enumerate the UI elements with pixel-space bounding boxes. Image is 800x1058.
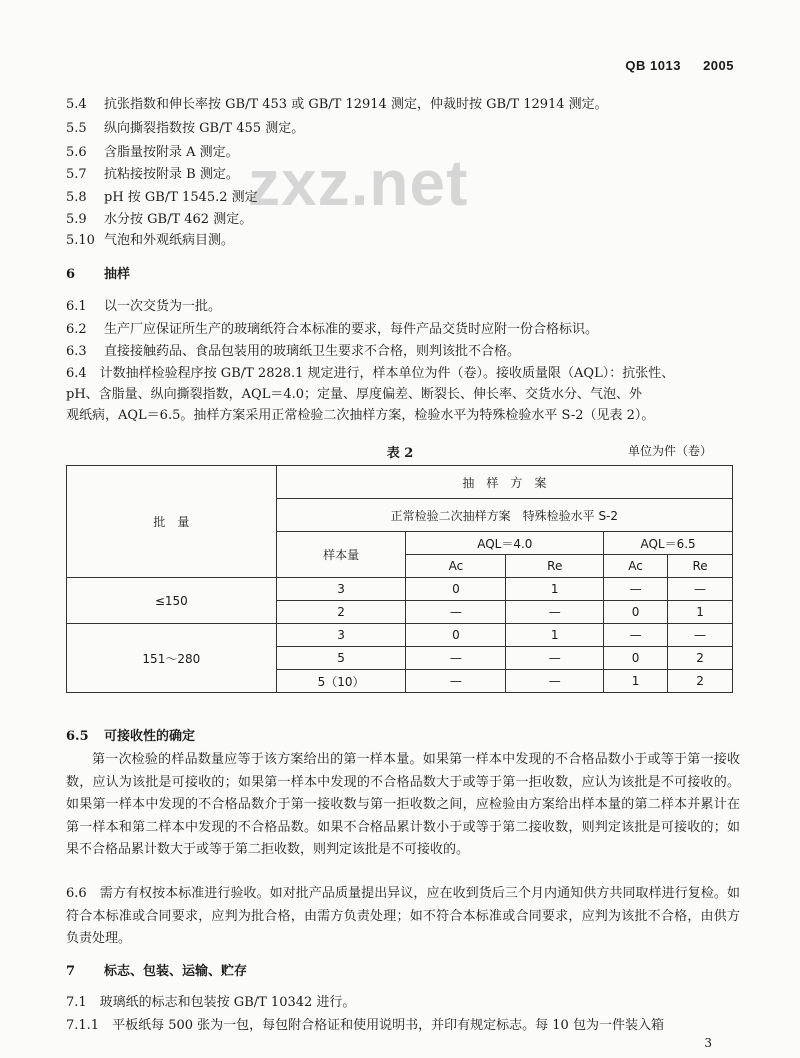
table-cell: 0 [406,624,506,647]
method-5-9: 5.9 水分按 GB/T 462 测定。 [66,212,253,227]
table-cell: — [668,624,733,647]
re-header: Re [668,555,733,578]
sample-size-cell: 5 [276,647,406,670]
section-7-heading: 7 标志、包装、运输、贮存 [66,964,248,979]
method-5-4: 5.4 抗张指数和伸长率按 GB/T 453 或 GB/T 12914 测定，仲裁时按 GB/T 12914 测定。 [66,97,608,112]
table-cell: 2 [668,647,733,670]
table-cell: — [668,578,733,601]
section-6-heading: 6 抽样 [66,267,131,282]
sample-size-header: 样本量 [276,532,406,578]
table-cell: — [406,647,506,670]
table-row [67,624,733,647]
table-cell: — [406,670,506,693]
method-5-10: 5.10 气泡和外观纸病目测。 [66,233,235,248]
sample-size-cell: 3 [276,624,406,647]
table-cell: — [506,670,604,693]
table-cell: — [604,578,668,601]
method-5-5: 5.5 纵向撕裂指数按 GB/T 455 测定。 [66,121,305,136]
sample-size-cell: 2 [276,601,406,624]
table-caption: 表 2 [386,446,414,461]
scheme-header: 抽 样 方 案 [276,466,732,499]
ac-header: Ac [604,555,668,578]
item-6-2: 6.2 生产厂应保证所生产的玻璃纸符合本标准的要求，每件产品交货时应附一份合格标识。 [66,322,599,337]
item-6-4-line2: pH、含脂量、纵向撕裂指数，AQL＝4.0；定量、厚度偏差、断裂长、伸长率、交货水分、气泡、外 [66,387,643,402]
aql-6-5-header: AQL＝6.5 [604,532,733,555]
watermark: zxz.net [248,147,469,219]
method-5-7: 5.7 抗粘接按附录 B 测定。 [66,167,239,182]
scheme-subheader: 正常检验二次抽样方案 特殊检验水平 S-2 [276,499,732,532]
method-5-8: 5.8 pH 按 GB/T 1545.2 测定 [66,190,258,205]
standard-code: QB 1013 [625,58,681,73]
page-number: 3 [704,1036,712,1050]
item-7-1-1: 7.1.1 平板纸每 500 张为一包，每包附合格证和使用说明书，并印有规定标志。每 10 包为一件装入箱 [66,1018,664,1033]
table-cell: 0 [604,647,668,670]
table-cell: 2 [668,670,733,693]
item-6-3: 6.3 直接接触药品、食品包装用的玻璃纸卫生要求不合格，则判该批不合格。 [66,344,521,359]
batch-cell: 151～280 [67,624,277,693]
re-header: Re [506,555,604,578]
batch-header: 批 量 [67,466,277,578]
item-6-4-line1: 6.4 计数抽样检验程序按 GB/T 2828.1 规定进行，样本单位为件（卷）。接收质量限（AQL）：抗张性、 [66,366,675,381]
table-row [67,578,733,601]
paragraph-6-6: 6.6 需方有权按本标准进行验收。如对批产品质量提出异议，应在收到货后三个月内通知供方共同取样进行复检。如符合本标准或合同要求，应判为批合格，由需方负责处理；如不符合本标准或合同要求，应判为该批不合格，由供方负责处理。 [66,886,740,946]
table-cell: 1 [506,578,604,601]
table-cell: 0 [604,601,668,624]
table-cell: — [406,601,506,624]
ac-header: Ac [406,555,506,578]
standard-year: 2005 [703,58,734,73]
table-cell: 1 [506,624,604,647]
batch-cell: ≤150 [67,578,277,624]
table-cell: — [506,647,604,670]
page-header [625,58,734,73]
table-cell: — [506,601,604,624]
section-6-5-heading: 6.5 可接收性的确定 [66,729,196,744]
table-cell: 0 [406,578,506,601]
table-cell: 1 [604,670,668,693]
aql-4-header: AQL＝4.0 [406,532,604,555]
paragraph-6-5: 第一次检验的样品数量应等于该方案给出的第一样本量。如果第一样本中发现的不合格品数小于或等于第一接收数，应认为该批是可接收的；如果第一样本中发现的不合格品数大于或等于第一拒收数，应认为该批是不可接收的。如果第一样本中发现的不合格品数介于第一接收数与第一拒收数之间，应检验由方案给出样本量的第二样本并累计在第一样本和第二样本中发现的不合格品数。如果不合格品累计数小于或等于第二接收数，则判定该批是可接收的；如果不合格品累计数大于或等于第二拒收数，则判定该批是不可接收的。 [66,752,740,857]
table-unit: 单位为件（卷） [627,444,712,458]
item-6-4-line3: 观纸病，AQL＝6.5。抽样方案采用正常检验二次抽样方案，检验水平为特殊检验水平 S-2（见表 2）。 [66,408,655,423]
item-7-1: 7.1 玻璃纸的标志和包装按 GB/T 10342 进行。 [66,995,356,1010]
method-5-6: 5.6 含脂量按附录 A 测定。 [66,145,239,160]
table-cell: 1 [668,601,733,624]
sample-size-cell: 3 [276,578,406,601]
item-6-1: 6.1 以一次交货为一批。 [66,299,222,314]
sampling-table [66,465,733,693]
table-cell: — [604,624,668,647]
sample-size-cell: 5（10） [276,670,406,693]
